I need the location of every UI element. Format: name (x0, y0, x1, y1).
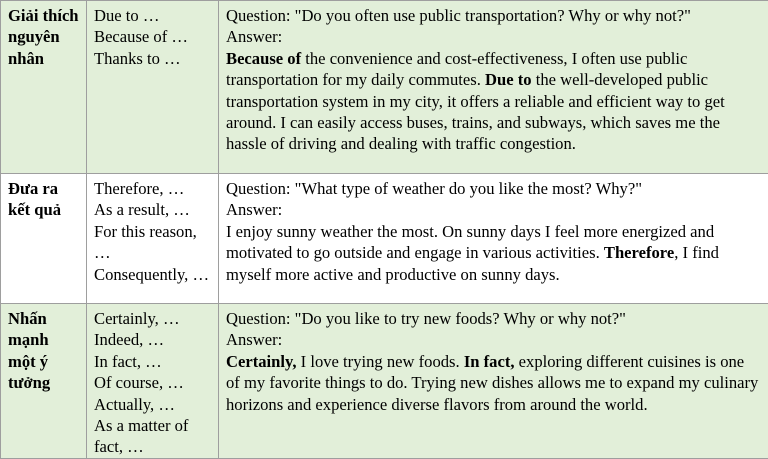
phrases-cell (87, 304, 219, 459)
answer-label: Answer: (226, 26, 761, 47)
answer-bold-phrase: Because of (226, 49, 301, 68)
answer-text (226, 352, 758, 414)
answer-bold-phrase: Due to (485, 70, 532, 89)
phrase-item: Consequently, … (94, 264, 211, 285)
phrase-item: Actually, … (94, 394, 211, 415)
phrase-item: Thanks to … (94, 48, 211, 69)
question-text: Question: "What type of weather do you like the most? Why?" (226, 178, 761, 199)
table-row (1, 304, 768, 459)
phrase-item: As a result, … (94, 199, 211, 220)
phrase-item: Certainly, … (94, 308, 211, 329)
phrases-cell (87, 174, 219, 304)
answer-fragment: the convenience and cost-effectiveness, I often use public transportation for my daily commutes. (226, 49, 687, 89)
answer-fragment: , I find myself more active and productive on sunny days. (226, 243, 719, 283)
function-cell: Giải thích nguyên nhân (1, 1, 87, 174)
example-cell (219, 1, 768, 174)
phrases-cell (87, 1, 219, 174)
answer-fragment: I enjoy sunny weather the most. On sunny days I feel more energized and motivated to go outside and engage in various activities. (226, 222, 714, 262)
phrase-item: For this reason, … (94, 221, 211, 264)
phrase-item: Due to … (94, 5, 211, 26)
example-cell (219, 304, 768, 459)
answer-label: Answer: (226, 199, 761, 220)
answer-bold-phrase: In fact, (464, 352, 515, 371)
phrase-item: In fact, … (94, 351, 211, 372)
phrase-item: Indeed, … (94, 329, 211, 350)
phrase-item: As a matter of fact, … (94, 415, 211, 458)
answer-fragment: exploring different cuisines is one of my favorite things to do. Trying new dishes allows me to expand my culinary horizons and experience diverse flavors from around the world. (226, 352, 758, 414)
question-text: Question: "Do you often use public transportation? Why or why not?" (226, 5, 761, 26)
answer-label: Answer: (226, 329, 761, 350)
answer-fragment: I love trying new foods. (297, 352, 464, 371)
phrase-item: Because of … (94, 26, 211, 47)
phrase-item: Therefore, … (94, 178, 211, 199)
answer-text (226, 49, 725, 154)
function-cell: Nhấn mạnh một ý tưởng (1, 304, 87, 459)
answer-fragment: the well-developed public transportation system in my city, it offers a reliable and efficient way to get around. I can easily access buses, trains, and subways, which saves me the hassle of driving and dealing with traffic congestion. (226, 70, 725, 153)
function-cell: Đưa ra kết quả (1, 174, 87, 304)
phrase-item: Of course, … (94, 372, 211, 393)
table-row (1, 174, 768, 304)
table-row (1, 1, 768, 174)
question-text: Question: "Do you like to try new foods? Why or why not?" (226, 308, 761, 329)
answer-text (226, 222, 719, 284)
example-cell (219, 174, 768, 304)
answer-bold-phrase: Therefore (604, 243, 674, 262)
answer-bold-phrase: Certainly, (226, 352, 297, 371)
